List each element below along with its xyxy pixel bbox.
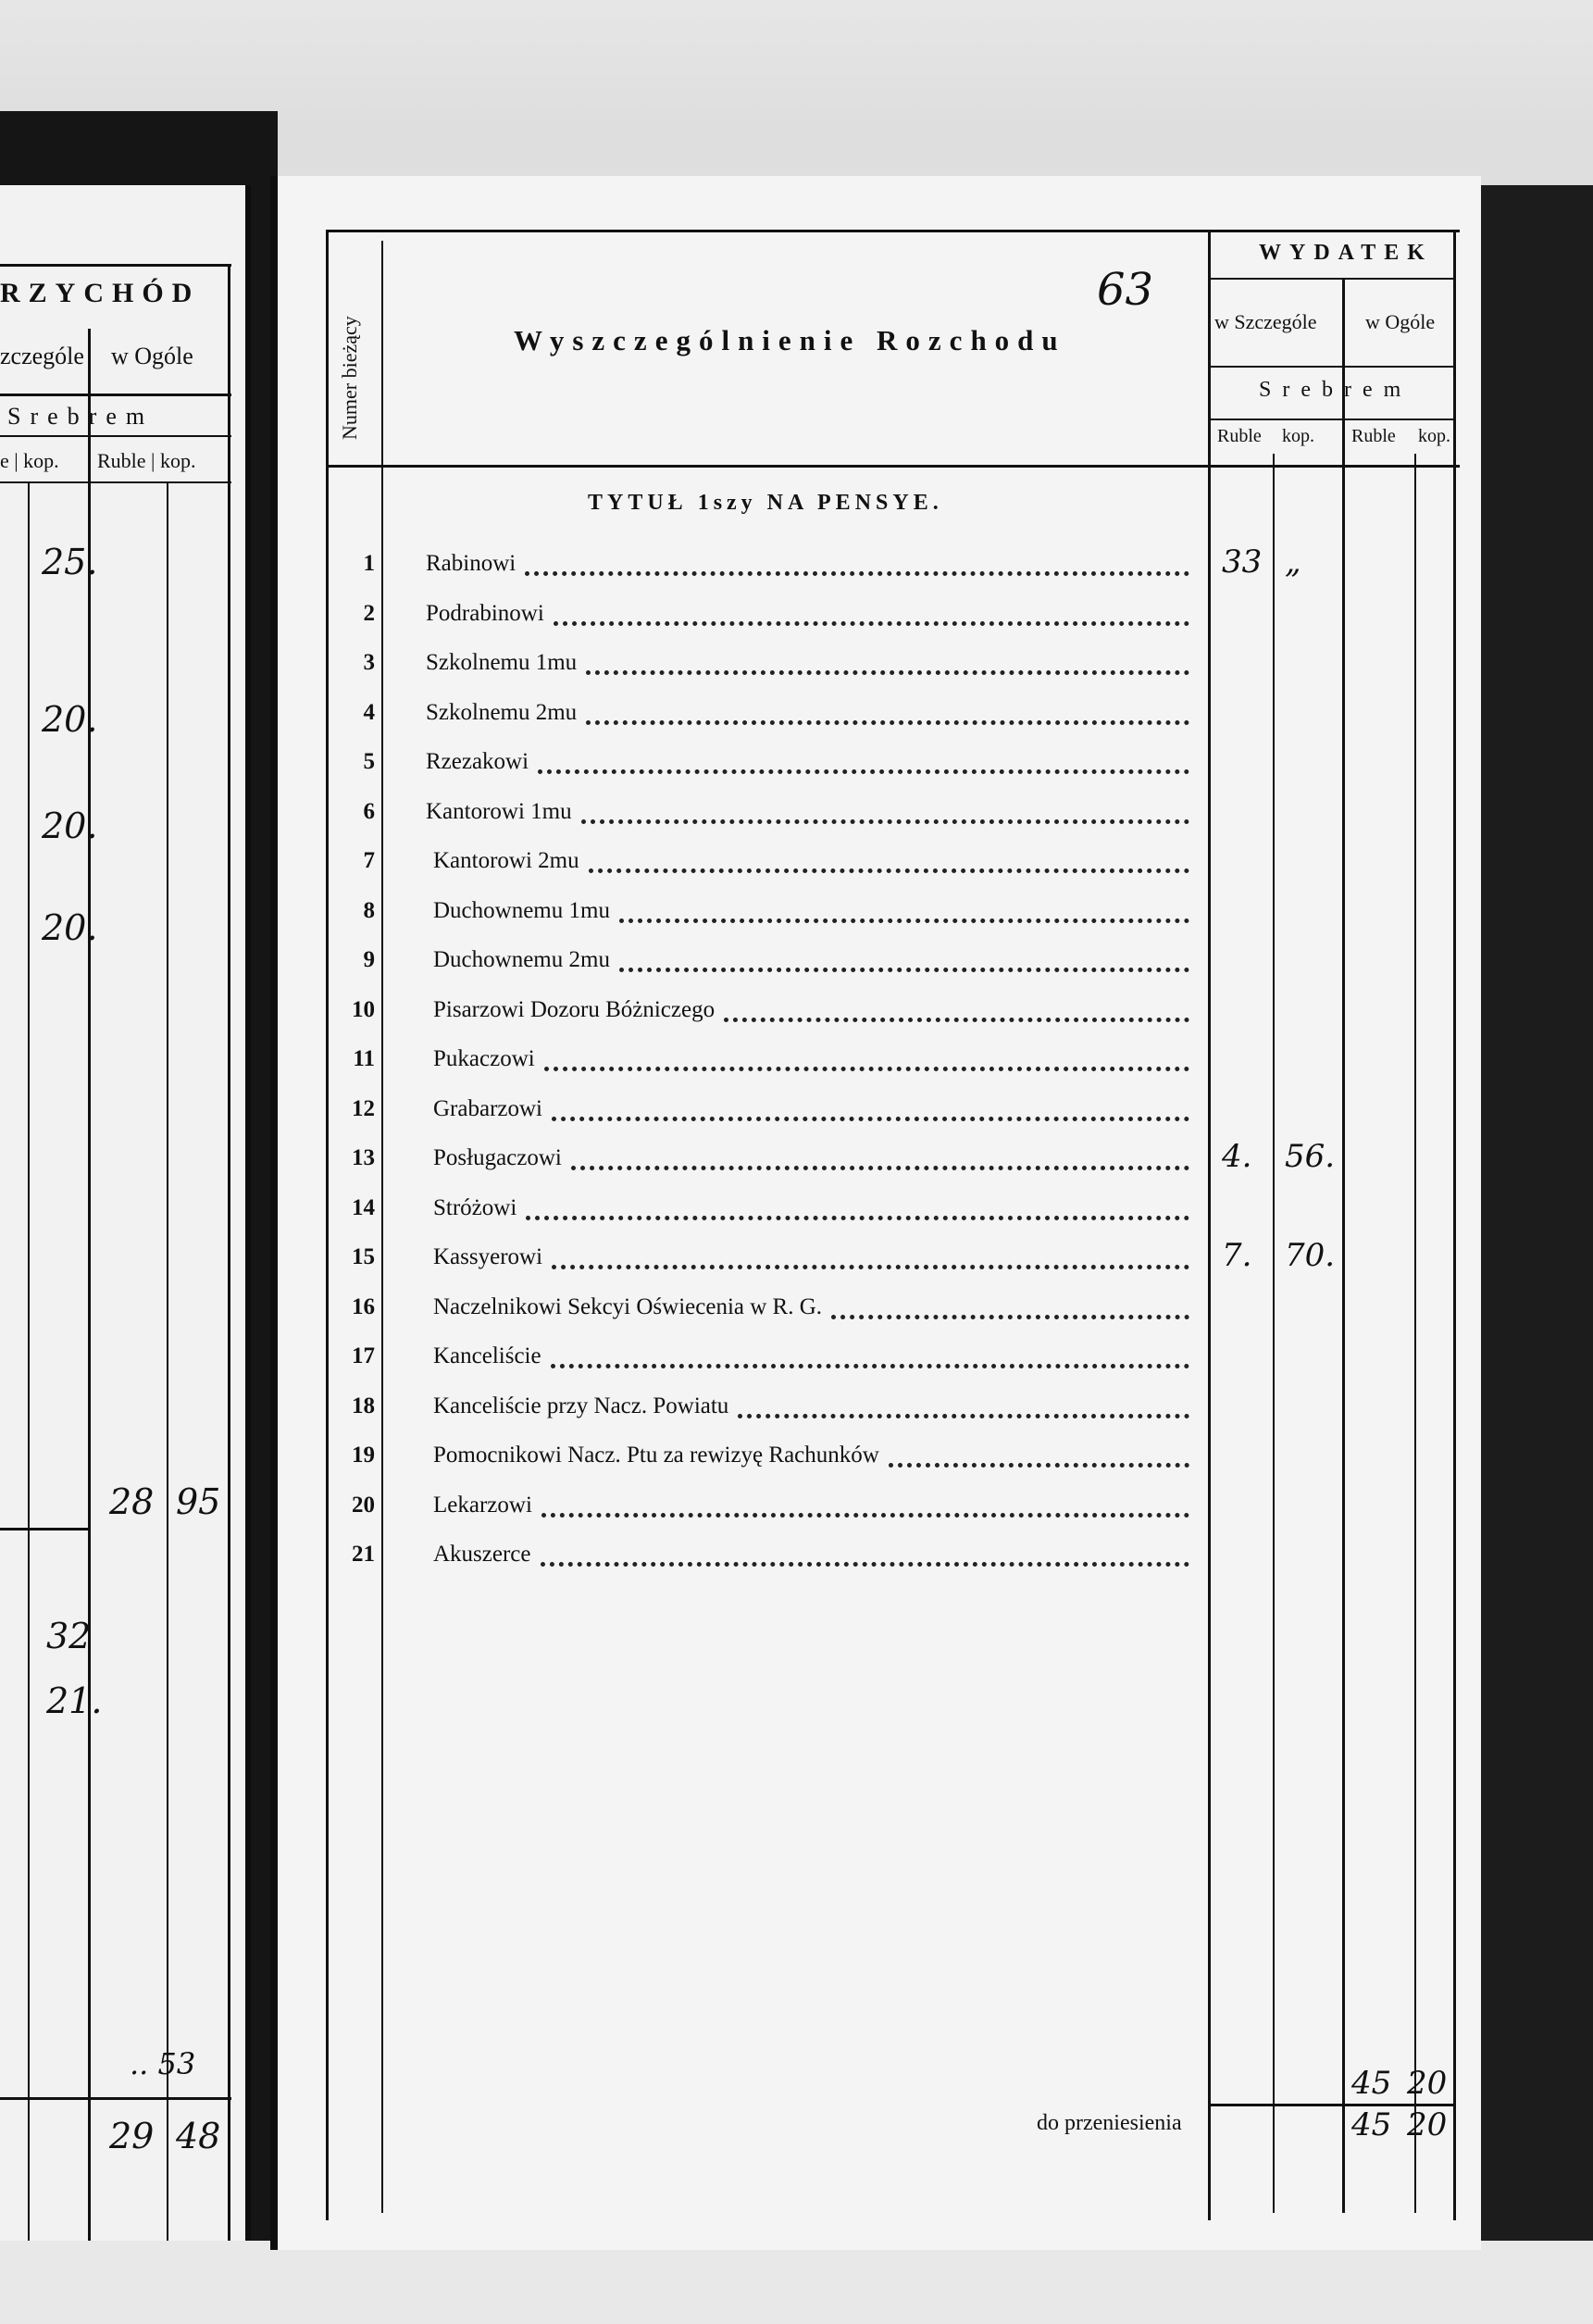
row-number: 20 xyxy=(352,1493,375,1518)
row-dot-leader xyxy=(541,1513,1189,1518)
row-label: Akuszerce xyxy=(433,1542,531,1567)
header-bottom-rule xyxy=(326,465,1460,468)
row-dot-leader xyxy=(538,769,1189,774)
frame-right xyxy=(1453,230,1456,2220)
row-amount-rub: 4. xyxy=(1222,1138,1252,1175)
row-label: Kantorowi 2mu xyxy=(433,848,579,873)
row-amount-kop: 56. xyxy=(1285,1138,1336,1175)
left-rule-1 xyxy=(0,264,231,267)
row-amount-kop: „ xyxy=(1285,544,1301,581)
row-label: Duchownemu 1mu xyxy=(433,898,610,923)
row-label: Szkolnemu 1mu xyxy=(426,650,578,675)
row-number: 6 xyxy=(363,799,375,824)
row-number: 13 xyxy=(352,1145,375,1170)
sum-total-kop: 20 xyxy=(1407,2065,1448,2102)
row-dot-leader xyxy=(619,968,1189,972)
left-page-fragment xyxy=(0,185,251,2241)
row-number: 12 xyxy=(352,1096,375,1121)
left-total-rub: 29 xyxy=(109,2116,155,2156)
row-amount-rub: 33 xyxy=(1222,544,1263,581)
row-dot-leader xyxy=(552,1265,1189,1269)
row-number: 17 xyxy=(352,1343,375,1368)
expense-header: WYDATEK xyxy=(1259,241,1433,265)
sub-kop-2: kop. xyxy=(1418,426,1450,446)
left-entry-1: 25. xyxy=(42,542,98,582)
left-subtotal-rule xyxy=(0,1528,88,1531)
row-number: 5 xyxy=(363,749,375,774)
row-dot-leader xyxy=(619,918,1189,923)
number-column-header-box xyxy=(338,269,375,444)
left-total-rule xyxy=(0,2097,231,2100)
row-label: Lekarzowi xyxy=(433,1493,532,1518)
row-number: 11 xyxy=(353,1046,375,1071)
expense-col-left-rule xyxy=(1208,230,1211,2220)
sub-rub-2: Ruble xyxy=(1351,426,1396,446)
expense-rule-2 xyxy=(1208,366,1453,368)
row-label: Kanceliście xyxy=(433,1343,541,1368)
page-title: Wyszczególnienie Rozchodu xyxy=(514,324,1066,356)
row-dot-leader xyxy=(581,819,1189,824)
expense-kop1-rule xyxy=(1273,454,1275,2213)
row-amount-kop: 70. xyxy=(1285,1237,1336,1274)
row-dot-leader xyxy=(526,1216,1189,1220)
row-label: Szkolnemu 2mu xyxy=(426,700,578,725)
row-label: Rzezakowi xyxy=(426,749,529,774)
row-label: Podrabinowi xyxy=(426,601,544,626)
row-dot-leader xyxy=(551,1364,1189,1368)
row-number: 9 xyxy=(363,947,375,972)
scan-bottom-margin xyxy=(0,2241,1593,2324)
section-title: TYTUŁ 1szy NA PENSYE. xyxy=(588,491,943,515)
left-total-kop: 48 xyxy=(176,2116,221,2156)
row-dot-leader xyxy=(889,1463,1189,1468)
row-number: 1 xyxy=(363,551,375,576)
row-number: 14 xyxy=(352,1195,375,1220)
expense-col-total: w Ogóle xyxy=(1365,310,1436,333)
left-rule-4 xyxy=(0,481,231,483)
row-dot-leader xyxy=(738,1414,1189,1418)
left-small-value: .. 53 xyxy=(130,2046,196,2081)
row-label: Kassyerowi xyxy=(433,1244,543,1269)
row-label: Rabinowi xyxy=(426,551,516,576)
left-sub-right: Ruble | kop. xyxy=(97,449,196,472)
row-number: 18 xyxy=(352,1393,375,1418)
number-column-header: Numer bieżący xyxy=(338,316,361,440)
row-label: Pukaczowi xyxy=(433,1046,535,1071)
expense-rule-1 xyxy=(1208,278,1453,280)
left-subtotal-kop: 95 xyxy=(176,1481,221,1522)
row-dot-leader xyxy=(586,670,1189,675)
number-col-rule xyxy=(381,241,383,2213)
expense-mid-rule xyxy=(1342,278,1345,2213)
row-label: Duchownemu 2mu xyxy=(433,947,610,972)
row-dot-leader xyxy=(552,1117,1189,1121)
carry-total-rub: 45 xyxy=(1351,2106,1392,2143)
row-number: 2 xyxy=(363,601,375,626)
left-col-rule-1 xyxy=(28,481,30,2241)
left-currency: Srebrem xyxy=(7,403,155,430)
left-entry-2: 20. xyxy=(42,699,98,740)
left-col-detail: zczególe xyxy=(0,343,84,369)
left-col-rule-2 xyxy=(88,329,91,2241)
left-subtotal-rub: 28 xyxy=(109,1481,155,1522)
expense-col-detail: w Szczególe xyxy=(1214,310,1317,333)
sub-kop-1: kop. xyxy=(1282,426,1314,446)
expense-kop2-rule xyxy=(1414,454,1416,2213)
row-dot-leader xyxy=(554,621,1189,626)
right-ledger-page xyxy=(270,176,1481,2250)
row-number: 15 xyxy=(352,1244,375,1269)
left-extra-1: 32 xyxy=(46,1616,92,1656)
row-dot-leader xyxy=(541,1562,1189,1567)
row-number: 19 xyxy=(352,1443,375,1468)
left-entry-4: 20. xyxy=(42,907,98,948)
carry-total-kop: 20 xyxy=(1407,2106,1448,2143)
left-col-total: w Ogóle xyxy=(111,343,193,369)
expense-currency: Srebrem xyxy=(1259,378,1413,402)
row-number: 7 xyxy=(363,848,375,873)
sub-rub-1: Ruble xyxy=(1217,426,1262,446)
carry-forward-label: do przeniesienia xyxy=(1037,2111,1182,2135)
left-sub-left: e | kop. xyxy=(0,449,59,472)
row-label: Pisarzowi Dozoru Bóżniczego xyxy=(433,997,716,1022)
row-dot-leader xyxy=(544,1067,1189,1071)
row-label: Kantorowi 1mu xyxy=(426,799,572,824)
left-income-title: RZYCHÓD xyxy=(0,278,201,308)
left-rule-3 xyxy=(0,435,231,437)
row-number: 8 xyxy=(363,898,375,923)
row-dot-leader xyxy=(724,1018,1189,1022)
row-label: Naczelnikowi Sekcyi Oświecenia w R. G. xyxy=(433,1294,823,1319)
row-number: 21 xyxy=(352,1542,375,1567)
row-amount-rub: 7. xyxy=(1222,1237,1252,1274)
row-label: Posługaczowi xyxy=(433,1145,562,1170)
row-dot-leader xyxy=(525,571,1189,576)
row-dot-leader xyxy=(589,868,1189,873)
left-col-rule-4 xyxy=(228,264,230,2241)
left-rule-2 xyxy=(0,394,231,396)
row-number: 16 xyxy=(352,1294,375,1319)
row-number: 10 xyxy=(352,997,375,1022)
page-number: 63 xyxy=(1097,264,1154,316)
sum-total-rub: 45 xyxy=(1351,2065,1392,2102)
left-col-rule-3 xyxy=(167,481,168,2241)
row-dot-leader xyxy=(571,1166,1189,1170)
row-label: Pomocnikowi Nacz. Ptu za rewizyę Rachunków xyxy=(433,1443,879,1468)
row-label: Grabarzowi xyxy=(433,1096,542,1121)
book-cover-edge-right xyxy=(1472,185,1593,2268)
frame-left xyxy=(326,230,329,2220)
left-entry-3: 20. xyxy=(42,806,98,846)
row-label: Stróżowi xyxy=(433,1195,517,1220)
left-extra-2: 21. xyxy=(46,1681,103,1721)
row-dot-leader xyxy=(586,720,1189,725)
row-dot-leader xyxy=(831,1315,1189,1319)
row-label: Kanceliście przy Nacz. Powiatu xyxy=(433,1393,729,1418)
row-number: 3 xyxy=(363,650,375,675)
frame-top xyxy=(326,230,1460,232)
row-number: 4 xyxy=(363,700,375,725)
expense-rule-3 xyxy=(1208,419,1453,420)
